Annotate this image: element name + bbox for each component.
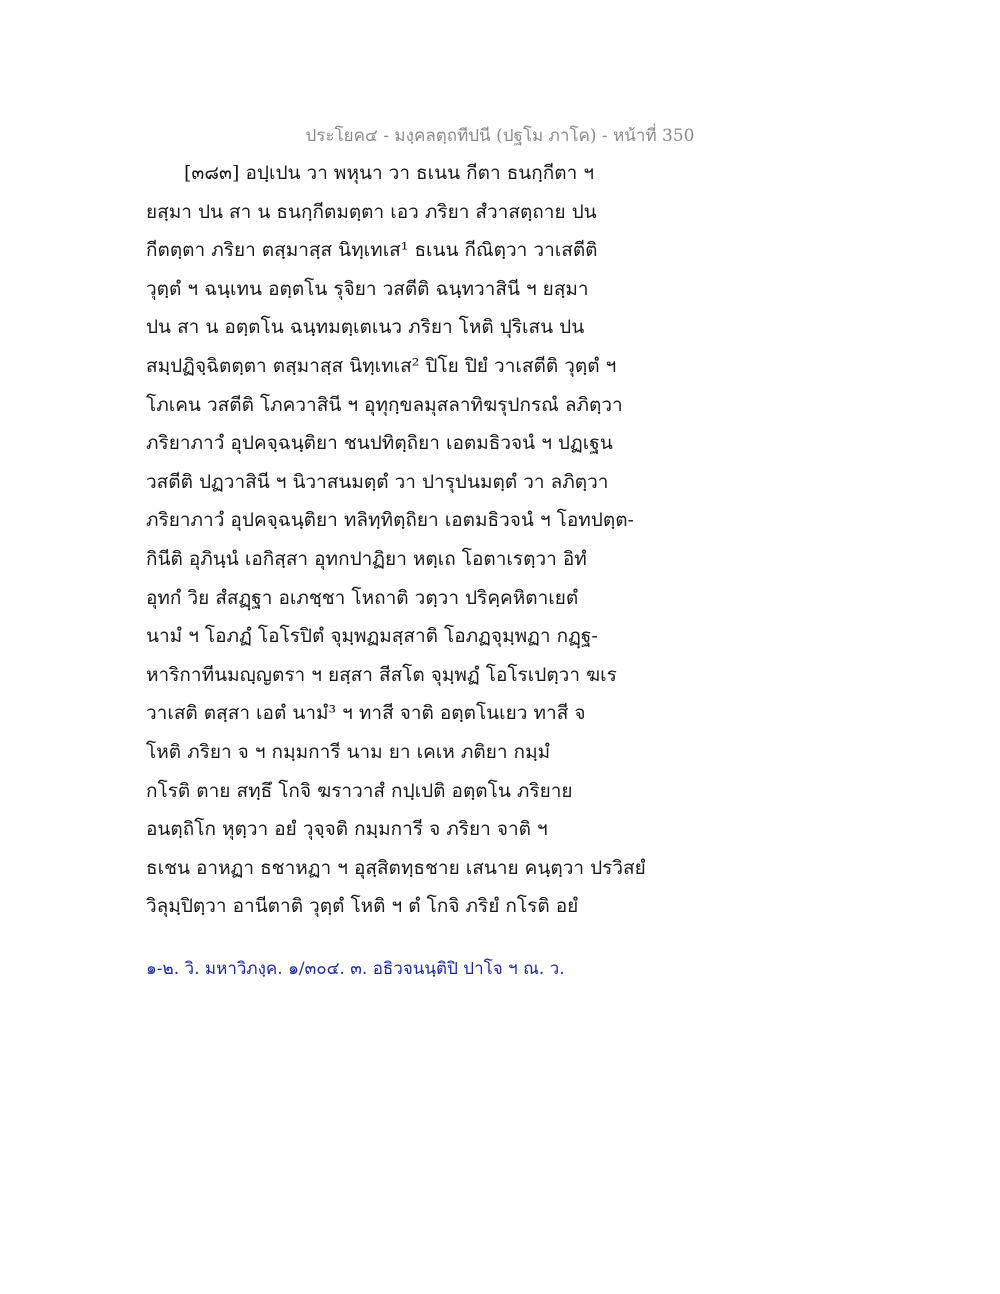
paragraph-line: โหติ ภริยา จ ฯ กมฺมการี นาม ยา เคเห ภติยา กมฺมํ [146,740,551,763]
paragraph-line: ธเชน อาหฏา ธชาหฏา ฯ อุสฺสิตทฺธชาย เสนาย คนฺตฺวา ปรวิสยํ [146,856,646,879]
paragraph-line: อุทกํ วิย สํสฏฺฐา อเภชฺชา โหถาติ วตฺวา ปริคฺคหิตาเยตํ [146,586,579,609]
paragraph-line: [๓๘๓] อปฺเปน วา พหุนา วา ธเนน กีตา ธนกฺกีตา ฯ [184,162,595,184]
paragraph-line: วุตฺตํ ฯ ฉนฺเทน อตฺตโน รุจิยา วสตีติ ฉนฺทวาสินี ฯ ยสฺมา [146,277,589,300]
paragraph-line: ภริยาภาวํ อุปคจฺฉนฺติยา ชนปทิตฺถิยา เอตมธิวจนํ ฯ ปฏเฐน [146,432,613,455]
footnote: ๑-๒. วิ. มหาวิภงฺค. ๑/๓๐๔. ๓. อธิวจนนฺติปิ ปาโจ ฯ ณ. ว. [146,959,565,979]
paragraph-line: กินีติ อุภินฺนํ เอกิสฺสา อุทกปาฏิยา หตฺเถ โอตาเรตฺวา อิทํ [146,547,587,570]
paragraph-line: อนตฺถิโก หุตฺวา อยํ วุจฺจติ กมฺมการี จ ภริยา จาติ ฯ [146,818,548,841]
paragraph-line: สมฺปฏิจฺฉิตตฺตา ตสฺมาสฺส นิทฺเทเส² ปิโย ปิยํ วาเสตีติ วุตฺตํ ฯ [146,354,617,377]
paragraph-line: หาริกาทีนมญฺญตรา ฯ ยสฺสา สีสโต จุมฺพฏํ โอโรเปตฺวา ฆเร [146,663,617,686]
paragraph-line: กโรติ ตาย สทฺธึ โกจิ ฆราวาสํ กปฺเปติ อตฺตโน ภริยาย [146,779,573,802]
paragraph-line: โภเคน วสตีติ โภควาสินี ฯ อุทุกฺขลมุสลาทิฆรุปกรณํ ลภิตฺวา [146,393,623,416]
paragraph-line: กีตตฺตา ภริยา ตสฺมาสฺส นิทฺเทเส¹ ธเนน กีณิตฺวา วาเสตีติ [146,239,598,262]
paragraph-line: วิลุมฺปิตฺวา อานีตาติ วุตฺตํ โหติ ฯ ตํ โกจิ ภริยํ กโรติ อยํ [146,895,579,918]
paragraph-line: ยสฺมา ปน สา น ธนกฺกีตมตฺตา เอว ภริยา สํวาสตฺถาย ปน [146,200,597,223]
paragraph-line: ปน สา น อตฺตโน ฉนฺทมตฺเตเนว ภริยา โหติ ปุริเสน ปน [146,316,585,339]
paragraph-line: ภริยาภาวํ อุปคจฺฉนฺติยา ทลิทฺทิตฺถิยา เอตมธิวจนํ ฯ โอทปตฺต- [146,509,634,532]
paragraph-line: วสตีติ ปฏวาสินี ฯ นิวาสนมตฺตํ วา ปารุปนมตฺตํ วา ลภิตฺวา [146,470,609,493]
body-text [146,160,666,932]
paragraph-line: นามํ ฯ โอภฏํ โอโรปิตํ จุมฺพฏมสฺสาติ โอภฏจุมฺพฏา กฏฺฐ- [146,625,598,648]
page-header: ประโยค๔ - มงฺคลตฺถทีปนี (ปฐโม ภาโค) - หน้าที่ 350 [305,126,695,146]
paragraph-line: วาเสติ ตสฺสา เอตํ นามํ³ ฯ ทาสี จาติ อตฺตโนเยว ทาสี จ [146,702,586,725]
